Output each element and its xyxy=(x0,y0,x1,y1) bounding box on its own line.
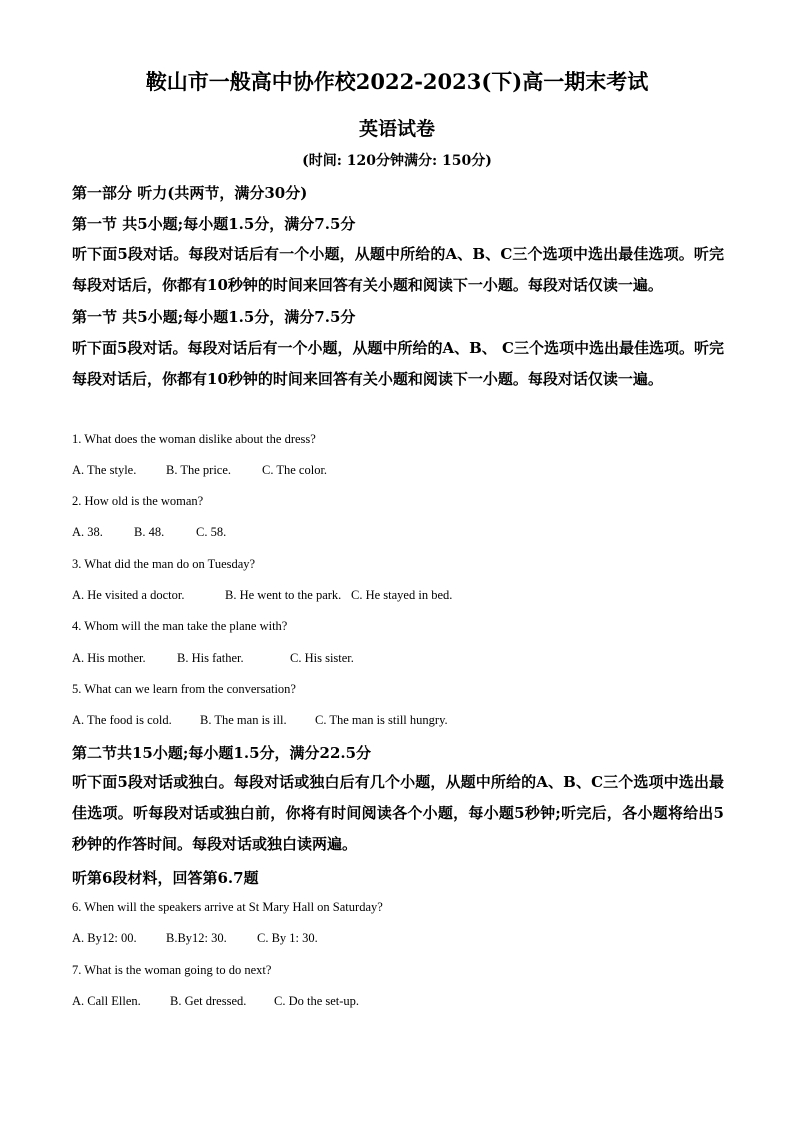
option-a: A. His mother. xyxy=(72,651,146,665)
question-2: 2. How old is the woman? xyxy=(72,494,204,508)
option-b: B. 48. xyxy=(134,525,165,539)
exam-info: (时间: 120分钟满分: 150分) xyxy=(302,153,492,169)
option-a: A. 38. xyxy=(72,525,103,539)
exam-subtitle: 英语试卷 xyxy=(358,118,435,140)
part1-heading: 第一部分 听力(共两节，满分30分) xyxy=(72,184,308,202)
question-2-options xyxy=(72,525,226,540)
option-c: C. The color. xyxy=(262,463,328,477)
section1a-instruction: 听下面5段对话。每段对话后有一个小题，从题中所给的A、B、C三个选项中选出最佳选项。听完每段对话后，你都有10秒钟的时间来回答有关小题和阅读下一小题。每段对话仅读一遍。 xyxy=(72,245,724,294)
option-a: A. By12: 00. xyxy=(72,931,137,945)
option-b: B. His father. xyxy=(177,651,244,665)
section2-instruction: 听下面5段对话或独白。每段对话或独白后有几个小题，从题中所给的A、B、C三个选项中选出最佳选项。听每段对话或独白前，你将有时间阅读各个小题，每小题5秒钟;听完后，各小题将给出5秒钟的作答时间。每段对话或独白读两遍。 xyxy=(72,773,724,853)
question-1: 1. What does the woman dislike about the dress? xyxy=(72,432,316,446)
section2-heading: 第二节共15小题;每小题1.5分，满分22.5分 xyxy=(72,744,372,762)
question-1-options xyxy=(72,463,327,478)
option-a: A. The style. xyxy=(72,463,137,477)
question-7: 7. What is the woman going to do next? xyxy=(72,963,272,977)
option-a: A. The food is cold. xyxy=(72,713,172,727)
question-5: 5. What can we learn from the conversation? xyxy=(72,682,296,696)
option-b: B. The price. xyxy=(166,463,232,477)
question-4-options xyxy=(72,651,354,666)
option-c: C. By 1: 30. xyxy=(257,931,318,945)
option-c: C. Do the set-up. xyxy=(274,994,360,1008)
question-3: 3. What did the man do on Tuesday? xyxy=(72,557,256,571)
question-6-options xyxy=(72,931,318,946)
question-6: 6. When will the speakers arrive at St Mary Hall on Saturday? xyxy=(72,900,383,914)
option-c: C. 58. xyxy=(196,525,227,539)
section1b-heading: 第一节 共5小题;每小题1.5分，满分7.5分 xyxy=(72,308,356,326)
material-heading: 听第6段材料，回答第6.7题 xyxy=(72,869,259,887)
option-a: A. Call Ellen. xyxy=(72,994,141,1008)
option-b: B. Get dressed. xyxy=(170,994,247,1008)
option-b: B. The man is ill. xyxy=(200,713,287,727)
option-c: C. He stayed in bed. xyxy=(351,588,453,602)
question-4: 4. Whom will the man take the plane with? xyxy=(72,619,288,633)
option-b: B. He went to the park. xyxy=(225,588,342,602)
section1b-instruction: 听下面5段对话。每段对话后有一个小题，从题中所给的A、B、 C三个选项中选出最佳选项。听完每段对话后，你都有10秒钟的时间来回答有关小题和阅读下一小题。每段对话仅读一遍。 xyxy=(72,339,724,388)
option-a: A. He visited a doctor. xyxy=(72,588,185,602)
exam-title: 鞍山市一般高中协作校2022-2023(下)高一期末考试 xyxy=(145,69,649,94)
section1a-heading: 第一节 共5小题;每小题1.5分，满分7.5分 xyxy=(72,215,356,233)
question-3-options xyxy=(72,588,452,603)
option-b: B.By12: 30. xyxy=(166,931,227,945)
question-5-options xyxy=(72,713,448,728)
option-c: C. The man is still hungry. xyxy=(315,713,448,727)
question-7-options xyxy=(72,994,359,1009)
option-c: C. His sister. xyxy=(290,651,354,665)
